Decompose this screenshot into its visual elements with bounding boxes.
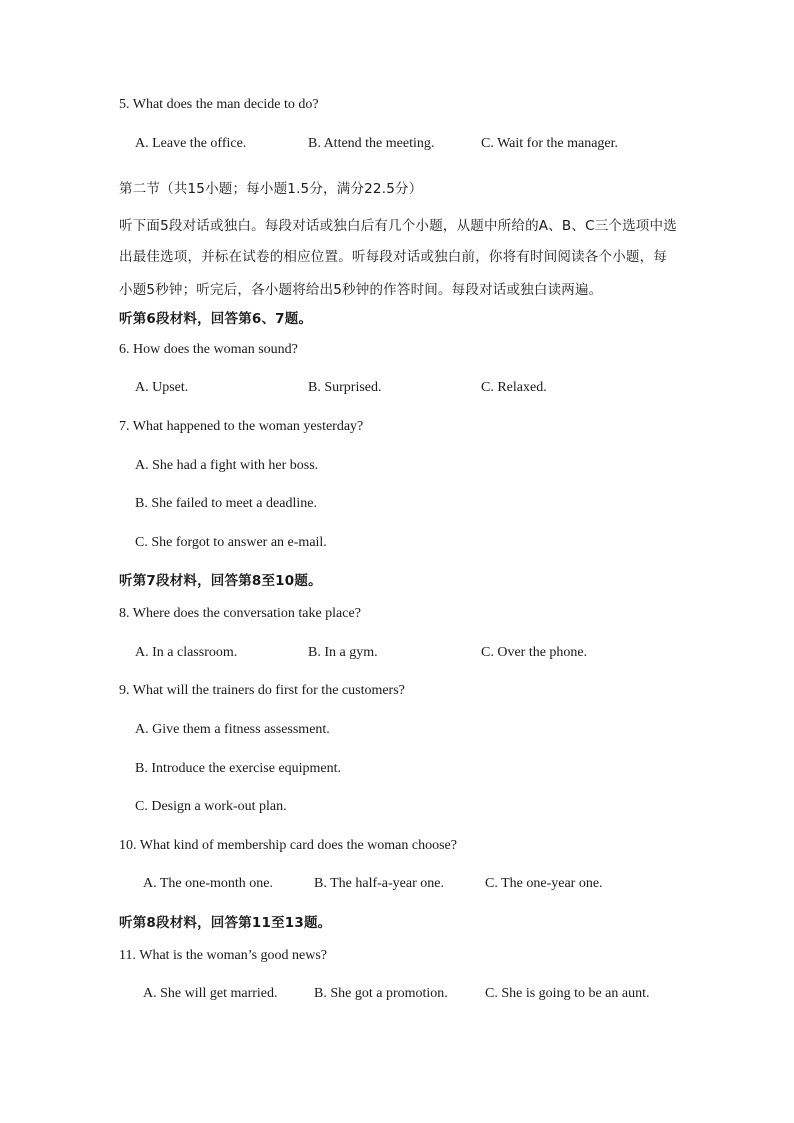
q7-option-c: C. She forgot to answer an e-mail. bbox=[135, 535, 327, 550]
section-2-heading: 第二节（共15小题；每小题1.5分，满分22.5分） bbox=[119, 181, 423, 197]
question-6: 6. How does the woman sound? bbox=[119, 342, 298, 357]
q10-option-a: A. The one-month one. bbox=[143, 876, 273, 891]
q11-option-b: B. She got a promotion. bbox=[314, 986, 448, 1001]
instructions-line-1: 听下面5段对话或独白。每段对话或独白后有几个小题，从题中所给的A、B、C三个选项中选 bbox=[119, 218, 677, 234]
q7-option-b: B. She failed to meet a deadline. bbox=[135, 496, 317, 511]
q9-option-a: A. Give them a fitness assessment. bbox=[135, 722, 330, 737]
question-7: 7. What happened to the woman yesterday? bbox=[119, 419, 364, 434]
q8-option-a: A. In a classroom. bbox=[135, 645, 238, 660]
instructions-line-2: 出最佳选项，并标在试卷的相应位置。听每段对话或独白前，你将有时间阅读各个小题，每 bbox=[119, 249, 667, 265]
material-6-heading: 听第6段材料，回答第6、7题。 bbox=[119, 311, 313, 327]
question-5: 5. What does the man decide to do? bbox=[119, 97, 319, 112]
q6-option-c: C. Relaxed. bbox=[481, 380, 547, 395]
q5-option-b: B. Attend the meeting. bbox=[308, 136, 435, 151]
q10-option-c: C. The one-year one. bbox=[485, 876, 603, 891]
q9-option-b: B. Introduce the exercise equipment. bbox=[135, 761, 342, 776]
q6-option-a: A. Upset. bbox=[135, 380, 189, 395]
q11-option-a: A. She will get married. bbox=[143, 986, 278, 1001]
material-8-heading: 听第8段材料，回答第11至13题。 bbox=[119, 915, 332, 931]
q5-option-a: A. Leave the office. bbox=[135, 136, 247, 151]
question-11: 11. What is the woman’s good news? bbox=[119, 948, 328, 963]
question-8: 8. Where does the conversation take place? bbox=[119, 606, 361, 621]
instructions-line-3: 小题5秒钟；听完后，各小题将给出5秒钟的作答时间。每段对话或独白读两遍。 bbox=[119, 282, 603, 298]
question-10: 10. What kind of membership card does the woman choose? bbox=[119, 838, 457, 853]
material-7-heading: 听第7段材料，回答第8至10题。 bbox=[119, 573, 322, 589]
q11-option-c: C. She is going to be an aunt. bbox=[485, 986, 650, 1001]
q10-option-b: B. The half-a-year one. bbox=[314, 876, 444, 891]
q8-option-b: B. In a gym. bbox=[308, 645, 378, 660]
question-9: 9. What will the trainers do first for the customers? bbox=[119, 683, 405, 698]
q7-option-a: A. She had a fight with her boss. bbox=[135, 458, 319, 473]
q9-option-c: C. Design a work-out plan. bbox=[135, 799, 287, 814]
q5-option-c: C. Wait for the manager. bbox=[481, 136, 619, 151]
q6-option-b: B. Surprised. bbox=[308, 380, 382, 395]
q8-option-c: C. Over the phone. bbox=[481, 645, 588, 660]
